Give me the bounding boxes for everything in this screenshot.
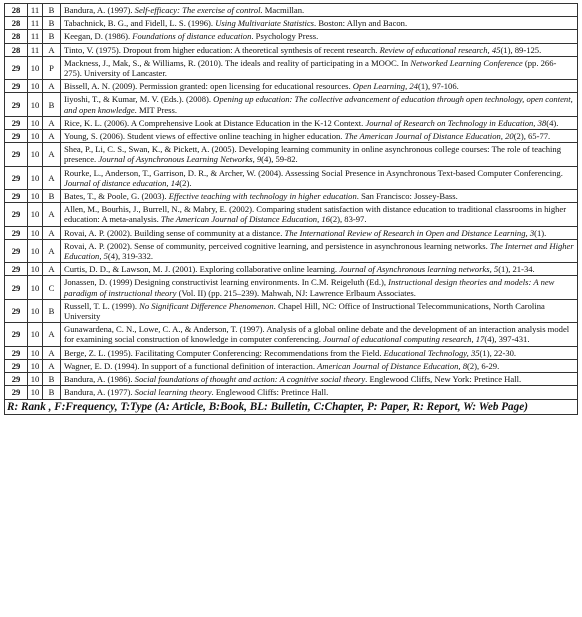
- table-row: [5, 166, 578, 189]
- citation-segment: . San Francisco: Jossey-Bass.: [356, 191, 458, 202]
- citation-segment: Tinto, V. (1975). Dropout from higher education: A theoretical synthesis of recent research.: [64, 44, 380, 55]
- table-row: [5, 226, 578, 239]
- table-row: [5, 386, 578, 399]
- frequency-cell: 10: [28, 386, 43, 399]
- citation-segment: Rovai, A. P. (2002). Sense of community, perceived cognitive learning, and persistence in asynchronous learning networks.: [64, 240, 490, 251]
- rank-cell: 29: [5, 190, 28, 203]
- frequency-cell: 11: [28, 4, 43, 17]
- citation-italic-segment: Journal of Research on Technology in Education, 38: [365, 117, 547, 128]
- rank-cell: 29: [5, 386, 28, 399]
- citation-cell: [61, 359, 578, 372]
- table-row: [5, 190, 578, 203]
- rank-cell: 28: [5, 4, 28, 17]
- frequency-cell: 10: [28, 346, 43, 359]
- citation-segment: . Englewood Cliffs, New York: Pretince Hall.: [365, 374, 522, 385]
- citation-segment: Rice, K. L. (2006). A Comprehensive Look at Distance Education in the K-12 Context.: [64, 117, 366, 128]
- type-cell: A: [43, 263, 61, 276]
- citation-segment: Rovai, A. P. (2002). Building sense of community at a distance.: [64, 227, 285, 238]
- rank-cell: 29: [5, 203, 28, 226]
- citation-segment: . Psychology Press.: [251, 31, 319, 42]
- type-cell: A: [43, 116, 61, 129]
- frequency-cell: 10: [28, 239, 43, 262]
- rank-cell: 29: [5, 80, 28, 93]
- frequency-cell: 10: [28, 56, 43, 79]
- frequency-cell: 10: [28, 143, 43, 166]
- type-cell: B: [43, 30, 61, 43]
- citation-segment: . Chapel Hill, NC: Office of Instructional Telecommunications, North Carolina University: [64, 300, 545, 322]
- citation-segment: Allen, M., Bourhis, J., Burrell, N., & Mabry, E. (2002). Comparing student satisfaction with distance education to traditional classrooms in higher education: A meta-analysis.: [64, 204, 567, 225]
- citation-cell: [61, 263, 578, 276]
- citation-segment: . MIT Press.: [134, 104, 177, 115]
- citation-cell: [61, 239, 578, 262]
- table-row: [5, 93, 578, 116]
- citation-italic-segment: Effective teaching with technology in higher education: [168, 191, 357, 202]
- table-row: [5, 359, 578, 372]
- table-row: [5, 80, 578, 93]
- table-row: [5, 4, 578, 17]
- reference-table: [4, 3, 578, 400]
- frequency-cell: 10: [28, 359, 43, 372]
- type-cell: A: [43, 323, 61, 346]
- table-row: [5, 276, 578, 299]
- citation-cell: [61, 116, 578, 129]
- citation-cell: [61, 323, 578, 346]
- rank-cell: 29: [5, 323, 28, 346]
- citation-italic-segment: Journal of Asynchronous learning networks, 5: [339, 264, 499, 275]
- rank-cell: 29: [5, 166, 28, 189]
- frequency-cell: 11: [28, 17, 43, 30]
- type-cell: B: [43, 299, 61, 322]
- citation-segment: (1), 97-106.: [417, 81, 459, 92]
- frequency-cell: 10: [28, 299, 43, 322]
- citation-segment: (2), 65-77.: [513, 131, 551, 142]
- citation-italic-segment: Social foundations of thought and action: A cognitive social theory: [134, 374, 366, 385]
- citation-segment: Tabachnick, B. G., and Fidell, L. S. (1996).: [64, 18, 216, 29]
- citation-segment: Jonassen, D. (1999) Designing constructivist learning environments. In C.M. Reigeluth (Ed.),: [64, 277, 389, 288]
- type-cell: A: [43, 80, 61, 93]
- type-cell: A: [43, 166, 61, 189]
- citation-segment: (4).: [546, 117, 559, 128]
- rank-cell: 29: [5, 130, 28, 143]
- citation-cell: [61, 299, 578, 322]
- type-cell: A: [43, 203, 61, 226]
- citation-segment: Berge, Z. L. (1995). Facilitating Computer Conferencing: Recommendations from the Field.: [64, 347, 384, 358]
- citation-italic-segment: Educational Technology, 35: [383, 347, 480, 358]
- frequency-cell: 10: [28, 93, 43, 116]
- table-row: [5, 130, 578, 143]
- citation-cell: [61, 143, 578, 166]
- table-row: [5, 299, 578, 322]
- frequency-cell: 10: [28, 166, 43, 189]
- citation-segment: Iiyoshi, T., & Kumar, M. V. (Eds.). (2008).: [64, 94, 214, 105]
- citation-segment: (1).: [534, 227, 547, 238]
- citation-italic-segment: Journal of distance education, 14: [64, 177, 180, 188]
- citation-cell: [61, 373, 578, 386]
- frequency-cell: 11: [28, 43, 43, 56]
- frequency-cell: 10: [28, 323, 43, 346]
- type-cell: B: [43, 17, 61, 30]
- citation-segment: (1), 22-30.: [479, 347, 517, 358]
- citation-segment: (4), 59-82.: [261, 154, 298, 165]
- table-row: [5, 203, 578, 226]
- citation-segment: Bandura, A. (1986).: [64, 374, 135, 385]
- type-cell: A: [43, 143, 61, 166]
- frequency-cell: 10: [28, 276, 43, 299]
- reference-table-body: [5, 4, 578, 400]
- rank-cell: 28: [5, 17, 28, 30]
- type-cell: A: [43, 346, 61, 359]
- citation-cell: [61, 276, 578, 299]
- citation-italic-segment: The International Review of Research in Open and Distance Learning, 3: [284, 227, 535, 238]
- table-row: [5, 116, 578, 129]
- citation-segment: Bates, T., & Poole, G. (2003).: [64, 191, 169, 202]
- rank-cell: 29: [5, 373, 28, 386]
- citation-cell: [61, 203, 578, 226]
- citation-italic-segment: Open Learning, 24: [352, 81, 418, 92]
- rank-cell: 29: [5, 276, 28, 299]
- frequency-cell: 10: [28, 373, 43, 386]
- citation-cell: [61, 190, 578, 203]
- citation-cell: [61, 130, 578, 143]
- citation-segment: (pp. 266-275). University of Lancaster.: [64, 57, 557, 79]
- citation-italic-segment: Networked Learning Conference: [410, 57, 523, 68]
- table-row: [5, 30, 578, 43]
- citation-segment: . Englewood Cliffs: Pretince Hall.: [211, 387, 329, 398]
- citation-italic-segment: Instructional design theories and models: A new paradigm of instructional theory: [64, 277, 555, 298]
- citation-cell: [61, 80, 578, 93]
- citation-segment: Bandura, A. (1977).: [64, 387, 135, 398]
- citation-italic-segment: Review of educational research, 45: [379, 44, 501, 55]
- type-cell: A: [43, 130, 61, 143]
- citation-segment: (1), 21-34.: [498, 264, 535, 275]
- rank-cell: 29: [5, 56, 28, 79]
- citation-segment: Young, S. (2006). Student views of effective online teaching in higher education.: [64, 131, 345, 142]
- type-cell: A: [43, 226, 61, 239]
- table-row: [5, 43, 578, 56]
- citation-italic-segment: The American Journal of Distance Education, 16: [160, 214, 330, 225]
- citation-segment: Keegan, D. (1986).: [64, 31, 133, 42]
- citation-italic-segment: Self-efficacy: The exercise of control.: [134, 5, 263, 15]
- table-row: [5, 17, 578, 30]
- rank-cell: 29: [5, 93, 28, 116]
- citation-italic-segment: No Significant Difference Phenomenon: [139, 300, 274, 311]
- citation-segment: Mackness, J., Mak, S., & Williams, R. (2010). The ideals and reality of participating in a MOOC. In: [64, 57, 411, 68]
- rank-cell: 28: [5, 30, 28, 43]
- table-row: [5, 263, 578, 276]
- citation-italic-segment: Foundations of distance education: [132, 31, 252, 42]
- table-legend: R: Rank , F:Frequency, T:Type (A: Article, B:Book, BL: Bulletin, C:Chapter, P: Paper, R: Report, W: Web Page): [4, 400, 578, 416]
- frequency-cell: 10: [28, 80, 43, 93]
- type-cell: A: [43, 359, 61, 372]
- frequency-cell: 10: [28, 203, 43, 226]
- type-cell: B: [43, 4, 61, 17]
- type-cell: B: [43, 93, 61, 116]
- citation-cell: [61, 56, 578, 79]
- frequency-cell: 10: [28, 226, 43, 239]
- table-row: [5, 239, 578, 262]
- rank-cell: 29: [5, 359, 28, 372]
- citation-cell: [61, 226, 578, 239]
- frequency-cell: 10: [28, 116, 43, 129]
- citation-cell: [61, 43, 578, 56]
- citation-cell: [61, 30, 578, 43]
- table-row: [5, 143, 578, 166]
- citation-italic-segment: Opening up education: The collective advancement of education through open technology, open content, and open knowledge: [64, 94, 573, 115]
- citation-segment: Wagner, E. D. (1994). In support of a functional definition of interaction.: [64, 360, 318, 371]
- reference-document: [4, 3, 578, 415]
- frequency-cell: 10: [28, 190, 43, 203]
- citation-segment: (4), 319-332.: [107, 251, 154, 262]
- type-cell: P: [43, 56, 61, 79]
- citation-cell: [61, 4, 578, 17]
- citation-cell: [61, 386, 578, 399]
- citation-segment: (2), 6-29.: [467, 360, 500, 371]
- citation-italic-segment: American Journal of Distance Education, 8: [317, 360, 468, 371]
- citation-segment: Russell, T. L. (1999).: [64, 300, 140, 311]
- citation-segment: (Vol. II) (pp. 215–239). Mahwah, NJ: Lawrence Erlbaum Associates.: [176, 287, 416, 298]
- table-row: [5, 56, 578, 79]
- table-row: [5, 373, 578, 386]
- citation-italic-segment: The American Journal of Distance Education, 20: [344, 131, 514, 142]
- type-cell: A: [43, 43, 61, 56]
- rank-cell: 29: [5, 226, 28, 239]
- citation-segment: Macmillan.: [262, 5, 305, 15]
- table-row: [5, 346, 578, 359]
- frequency-cell: 11: [28, 30, 43, 43]
- citation-segment: Shea, P., Li, C. S., Swan, K., & Pickett, A. (2005). Developing learning community in online asynchronous college courses: The role of teaching presence.: [64, 144, 561, 165]
- citation-segment: Rourke, L., Anderson, T., Garrison, D. R., & Archer, W. (2004). Assessing Social Presence in Asynchronous Text-based Computer Conferencing.: [64, 167, 563, 178]
- citation-segment: . Boston: Allyn and Bacon.: [314, 18, 408, 29]
- type-cell: B: [43, 190, 61, 203]
- citation-segment: (1), 89-125.: [500, 44, 542, 55]
- rank-cell: 29: [5, 346, 28, 359]
- citation-italic-segment: Journal of educational computing research, 17: [323, 334, 485, 345]
- type-cell: C: [43, 276, 61, 299]
- table-row: [5, 323, 578, 346]
- citation-segment: Curtis, D. D., & Lawson, M. J. (2001). Exploring collaborative online learning.: [64, 264, 340, 275]
- citation-cell: [61, 346, 578, 359]
- citation-segment: Gunawardena, C. N., Lowe, C. A., & Anderson, T. (1997). Analysis of a global online debate and the development of an interaction analysis model for examining social construction of knowledge in computer conferencing.: [64, 324, 570, 345]
- rank-cell: 29: [5, 263, 28, 276]
- rank-cell: 29: [5, 116, 28, 129]
- rank-cell: 29: [5, 299, 28, 322]
- rank-cell: 29: [5, 143, 28, 166]
- citation-cell: [61, 93, 578, 116]
- citation-segment: Bandura, A. (1997).: [64, 5, 135, 15]
- citation-italic-segment: Journal of Asynchronous Learning Networks, 9: [98, 154, 262, 165]
- rank-cell: 28: [5, 43, 28, 56]
- citation-italic-segment: Using Multivariate Statistics: [215, 18, 315, 29]
- citation-segment: (2).: [179, 177, 192, 188]
- citation-segment: (4), 397-431.: [484, 334, 530, 345]
- citation-cell: [61, 17, 578, 30]
- citation-cell: [61, 166, 578, 189]
- citation-italic-segment: The Internet and Higher Education, 5: [64, 240, 574, 262]
- frequency-cell: 10: [28, 263, 43, 276]
- type-cell: B: [43, 386, 61, 399]
- type-cell: B: [43, 373, 61, 386]
- rank-cell: 29: [5, 239, 28, 262]
- citation-segment: (2), 83-97.: [329, 214, 367, 225]
- citation-italic-segment: Social learning theory: [134, 387, 212, 398]
- citation-segment: Bissell, A. N. (2009). Permission granted: open licensing for educational resources.: [64, 81, 353, 92]
- frequency-cell: 10: [28, 130, 43, 143]
- type-cell: A: [43, 239, 61, 262]
